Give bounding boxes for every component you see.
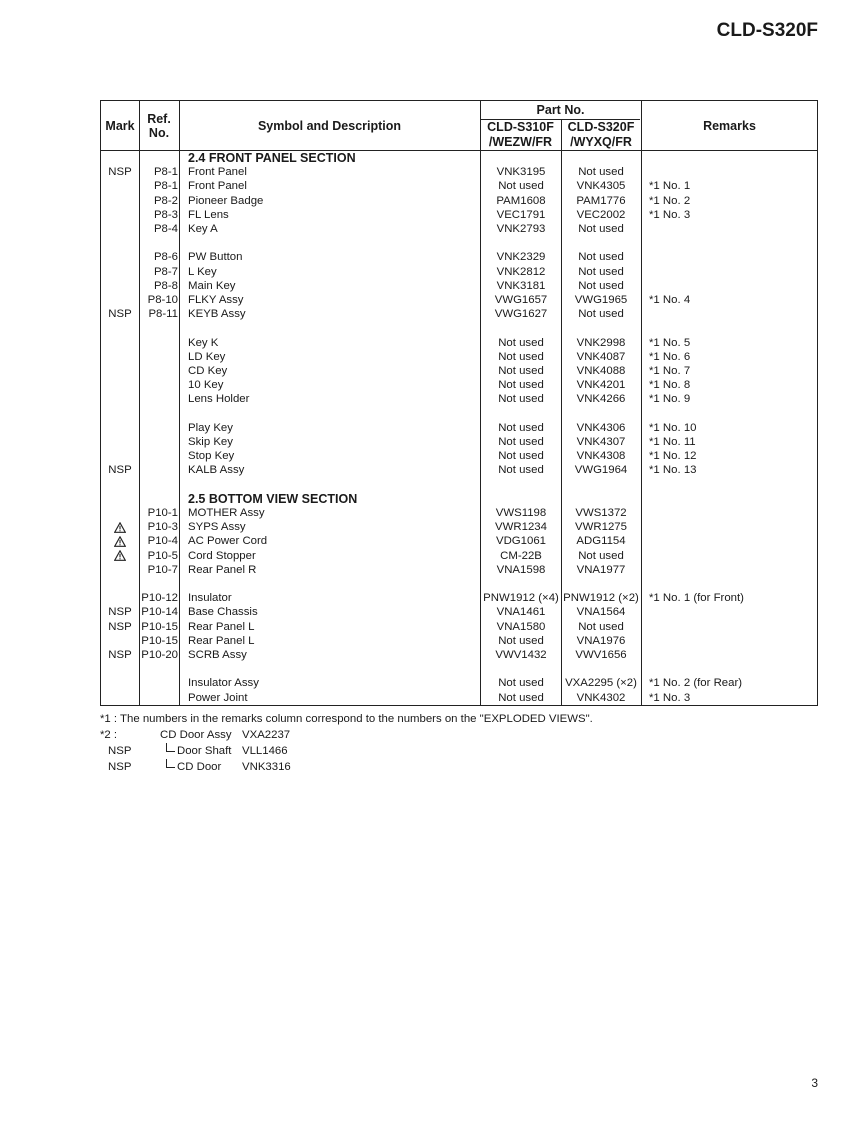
- part-no-s320f-cell: PAM1776: [576, 194, 626, 207]
- header-mark: Mark: [105, 119, 135, 133]
- description-cell: LD Key: [188, 350, 226, 363]
- part-no-s310f-cell: Not used: [498, 350, 544, 363]
- description-cell: L Key: [188, 265, 217, 278]
- part-no-s310f-cell: Not used: [498, 336, 544, 349]
- table-row: [101, 506, 817, 520]
- part-no-s310f-cell: VNK3195: [496, 166, 546, 179]
- ref-no-cell: P8-10: [147, 294, 178, 306]
- ref-no-cell: P8-4: [153, 223, 178, 235]
- table-row: [101, 279, 817, 293]
- table-row: [101, 549, 817, 563]
- part-no-s310f-cell: CM-22B: [500, 549, 542, 562]
- note-2-sub1-part: VLL1466: [242, 745, 288, 757]
- mark-cell: NSP: [108, 308, 132, 321]
- remarks-cell: *1 No. 7: [649, 365, 691, 377]
- table-row: [101, 336, 817, 350]
- part-no-s320f-cell: Not used: [578, 549, 624, 562]
- part-no-s310f-cell: VWR1234: [495, 521, 547, 534]
- ref-no-cell: P10-15: [141, 620, 178, 633]
- ref-no-cell: P10-3: [147, 521, 178, 534]
- part-no-s310f-cell: Not used: [498, 691, 544, 704]
- part-no-s320f-cell: PNW1912 (×2): [563, 592, 639, 605]
- note-2-sub1-name: Door Shaft: [177, 745, 232, 757]
- table-row: [101, 435, 817, 449]
- part-no-s310f-cell: VDG1061: [495, 535, 547, 548]
- part-no-s310f-cell: VWV1432: [495, 649, 547, 661]
- remarks-cell: *1 No. 12: [649, 450, 697, 463]
- header-model-b: CLD-S320F /WYXQ/FR: [567, 120, 635, 149]
- note-2-sub2-part: VNK3316: [242, 761, 291, 773]
- remarks-cell: *1 No. 13: [649, 464, 697, 477]
- note-1: *1 : The numbers in the remarks column correspond to the numbers on the "EXPLODED VIEWS".: [100, 713, 593, 725]
- section-title: 2.5 BOTTOM VIEW SECTION: [188, 491, 358, 506]
- ref-no-cell: P10-14: [141, 606, 178, 619]
- ref-no-cell: P8-7: [153, 265, 178, 278]
- description-cell: FLKY Assy: [188, 294, 244, 306]
- note-2-sub1-mark: NSP: [108, 745, 132, 757]
- mark-cell: NSP: [108, 606, 132, 619]
- remarks-cell: *1 No. 2: [649, 194, 691, 207]
- ref-no-cell: P10-1: [147, 507, 178, 519]
- table-row: [101, 364, 817, 378]
- part-no-s310f-cell: VNK2812: [496, 265, 546, 278]
- part-no-s310f-cell: Not used: [498, 421, 544, 434]
- remarks-cell: *1 No. 3: [649, 208, 691, 221]
- remarks-cell: *1 No. 9: [649, 393, 691, 406]
- ref-no-cell: P8-8: [153, 279, 178, 292]
- section-title: 2.4 FRONT PANEL SECTION: [188, 151, 356, 165]
- tree-branch: [166, 767, 175, 768]
- ref-no-cell: P8-11: [148, 308, 178, 321]
- model-title: CLD-S320F: [716, 20, 818, 41]
- part-no-s320f-cell: VWG1964: [574, 464, 628, 477]
- part-no-s310f-cell: VNA1461: [496, 606, 546, 619]
- notes: [100, 711, 800, 775]
- spacer-row: [101, 478, 817, 492]
- part-no-s310f-cell: Not used: [498, 677, 544, 690]
- description-cell: Rear Panel L: [188, 634, 255, 647]
- part-no-s320f-cell: VWR1275: [575, 521, 627, 534]
- part-no-s320f-cell: VNK4088: [576, 365, 626, 377]
- remarks-cell: *1 No. 10: [649, 421, 697, 434]
- tree-branch: [166, 759, 167, 767]
- description-cell: Key A: [188, 223, 218, 235]
- note-2-sub2-mark: NSP: [108, 761, 132, 773]
- part-no-s310f-cell: VNK2329: [496, 251, 546, 264]
- description-cell: CD Key: [188, 365, 228, 377]
- part-no-s310f-cell: VWG1657: [494, 294, 548, 306]
- part-no-s320f-cell: VNA1564: [576, 606, 626, 619]
- ref-no-cell: P8-2: [153, 194, 178, 207]
- header-ref-no: Ref. No.: [147, 112, 171, 140]
- table-row: [101, 648, 817, 662]
- table-row: [101, 634, 817, 648]
- description-cell: Base Chassis: [188, 606, 258, 619]
- table-row: [101, 691, 817, 705]
- mark-cell: NSP: [108, 464, 132, 477]
- table-row: [101, 165, 817, 179]
- table-row: [101, 350, 817, 364]
- spacer-row: [101, 407, 817, 421]
- table-row: [101, 222, 817, 236]
- table-row: [101, 293, 817, 307]
- part-no-s320f-cell: Not used: [578, 265, 624, 278]
- header-remarks: Remarks: [703, 119, 756, 133]
- part-no-s320f-cell: VNK4307: [576, 436, 626, 448]
- part-no-s320f-cell: VNK4087: [576, 350, 626, 363]
- mark-cell: NSP: [108, 620, 132, 633]
- remarks-cell: *1 No. 8: [649, 379, 691, 392]
- part-no-s320f-cell: Not used: [578, 223, 624, 235]
- ref-no-cell: P10-12: [141, 592, 178, 605]
- description-cell: Key K: [188, 336, 219, 349]
- header-symbol-description: Symbol and Description: [257, 119, 402, 133]
- part-no-s320f-cell: VNK4266: [576, 393, 626, 406]
- table-row: [101, 449, 817, 463]
- description-cell: Stop Key: [188, 450, 235, 463]
- remarks-cell: *1 No. 3: [649, 691, 691, 704]
- part-no-s320f-cell: VWG1965: [574, 294, 628, 306]
- part-no-s310f-cell: Not used: [498, 365, 544, 377]
- part-no-s320f-cell: VNA1977: [576, 563, 626, 576]
- part-no-s320f-cell: Not used: [578, 620, 624, 633]
- description-cell: KEYB Assy: [188, 308, 246, 321]
- ref-no-cell: P8-6: [153, 251, 178, 264]
- description-cell: FL Lens: [188, 208, 229, 221]
- part-no-s320f-cell: VWS1372: [575, 507, 627, 519]
- part-no-s310f-cell: VNK3181: [496, 279, 546, 292]
- spacer-row: [101, 321, 817, 335]
- ref-no-cell: P10-7: [147, 563, 178, 576]
- header-model-a: CLD-S310F /WEZW/FR: [487, 120, 554, 149]
- part-no-s310f-cell: Not used: [498, 436, 544, 448]
- part-no-s310f-cell: VNA1598: [496, 563, 546, 576]
- table-row: [101, 591, 817, 605]
- safety-warning-icon: [101, 549, 139, 563]
- description-cell: Cord Stopper: [188, 549, 256, 562]
- part-no-s310f-cell: VNA1580: [496, 620, 546, 633]
- section-heading-row: [101, 492, 817, 506]
- part-no-s320f-cell: Not used: [578, 308, 624, 321]
- part-no-s310f-cell: PAM1608: [496, 194, 546, 207]
- part-no-s310f-cell: VEC1791: [496, 208, 546, 221]
- part-no-s320f-cell: VNA1976: [576, 634, 626, 647]
- description-cell: Lens Holder: [188, 393, 250, 406]
- description-cell: AC Power Cord: [188, 535, 268, 548]
- part-no-s310f-cell: Not used: [498, 450, 544, 463]
- table-row: [101, 463, 817, 477]
- safety-warning-icon: [101, 534, 139, 548]
- description-cell: Main Key: [188, 279, 236, 292]
- table-row: [101, 392, 817, 406]
- table-row: [101, 307, 817, 321]
- note-2-sub2-name: CD Door: [177, 761, 222, 773]
- part-no-s320f-cell: Not used: [578, 279, 624, 292]
- description-cell: KALB Assy: [188, 464, 245, 477]
- safety-warning-icon: [101, 520, 139, 534]
- mark-cell: NSP: [108, 649, 132, 661]
- table-row: [101, 179, 817, 193]
- ref-no-cell: P10-20: [141, 649, 178, 661]
- part-no-s310f-cell: Not used: [498, 634, 544, 647]
- part-no-s310f-cell: VWG1627: [494, 308, 548, 321]
- ref-no-cell: P8-1: [153, 180, 178, 193]
- tree-branch: [166, 751, 175, 752]
- part-no-s310f-cell: VNK2793: [496, 223, 546, 235]
- table-row: [101, 250, 817, 264]
- table-row: [101, 378, 817, 392]
- table-row: [101, 534, 817, 548]
- part-no-s320f-cell: VNK4201: [576, 379, 626, 392]
- part-no-s310f-cell: Not used: [498, 393, 544, 406]
- description-cell: MOTHER Assy: [188, 507, 265, 519]
- spacer-row: [101, 236, 817, 250]
- description-cell: Front Panel: [188, 166, 247, 179]
- table-row: [101, 520, 817, 534]
- note-2-title-part: VXA2237: [242, 729, 291, 741]
- description-cell: Insulator Assy: [188, 677, 259, 690]
- description-cell: Pioneer Badge: [188, 194, 264, 207]
- description-cell: Front Panel: [188, 180, 247, 193]
- table-row: [101, 194, 817, 208]
- table-row: [101, 208, 817, 222]
- description-cell: Skip Key: [188, 436, 233, 448]
- ref-no-cell: P10-4: [147, 535, 178, 548]
- part-no-s320f-cell: VXA2295 (×2): [565, 677, 637, 690]
- remarks-cell: *1 No. 5: [649, 336, 691, 349]
- part-no-s310f-cell: Not used: [498, 379, 544, 392]
- description-cell: 10 Key: [188, 379, 224, 392]
- part-no-s320f-cell: ADG1154: [576, 535, 626, 548]
- part-no-s310f-cell: PNW1912 (×4): [483, 592, 559, 605]
- part-no-s320f-cell: VEC2002: [576, 208, 626, 221]
- ref-no-cell: P8-1: [153, 166, 178, 179]
- part-no-s320f-cell: VNK4306: [576, 421, 626, 434]
- table-row: [101, 620, 817, 634]
- description-cell: Power Joint: [188, 691, 248, 704]
- remarks-cell: *1 No. 6: [649, 350, 691, 363]
- ref-no-cell: P8-3: [153, 208, 178, 221]
- description-cell: Rear Panel L: [188, 620, 255, 633]
- description-cell: SCRB Assy: [188, 649, 247, 661]
- parts-table: [100, 100, 818, 706]
- table-row: [101, 265, 817, 279]
- mark-cell: NSP: [108, 166, 132, 179]
- table-row: [101, 676, 817, 690]
- remarks-cell: *1 No. 4: [649, 294, 691, 306]
- ref-no-cell: P10-5: [147, 549, 178, 562]
- remarks-cell: *1 No. 1: [649, 180, 691, 193]
- table-row: [101, 421, 817, 435]
- spacer-row: [101, 662, 817, 676]
- description-cell: Play Key: [188, 421, 233, 434]
- note-2-label: *2 :: [100, 729, 118, 741]
- part-no-s320f-cell: VNK2998: [576, 336, 626, 349]
- note-2-title: CD Door Assy: [160, 729, 232, 741]
- part-no-s310f-cell: VWS1198: [495, 507, 547, 519]
- description-cell: SYPS Assy: [188, 521, 246, 534]
- part-no-s310f-cell: Not used: [498, 464, 544, 477]
- part-no-s310f-cell: Not used: [498, 180, 544, 193]
- part-no-s320f-cell: VNK4308: [576, 450, 626, 463]
- tree-branch: [166, 743, 177, 751]
- remarks-cell: *1 No. 2 (for Rear): [649, 677, 743, 690]
- page-number: 3: [811, 1076, 818, 1090]
- part-no-s320f-cell: Not used: [578, 251, 624, 264]
- remarks-cell: *1 No. 11: [649, 436, 696, 448]
- header-part-no: Part No.: [536, 103, 585, 117]
- section-heading-row: [101, 151, 817, 165]
- description-cell: Insulator: [188, 592, 232, 605]
- ref-no-cell: P10-15: [141, 634, 178, 647]
- table-row: [101, 563, 817, 577]
- part-no-s320f-cell: VNK4305: [576, 180, 626, 193]
- description-cell: PW Button: [188, 251, 243, 264]
- description-cell: Rear Panel R: [188, 563, 257, 576]
- part-no-s320f-cell: Not used: [578, 166, 624, 179]
- table-row: [101, 605, 817, 619]
- part-no-s320f-cell: VNK4302: [576, 691, 626, 704]
- part-no-s320f-cell: VWV1656: [575, 649, 627, 661]
- remarks-cell: *1 No. 1 (for Front): [649, 592, 744, 605]
- spacer-row: [101, 577, 817, 591]
